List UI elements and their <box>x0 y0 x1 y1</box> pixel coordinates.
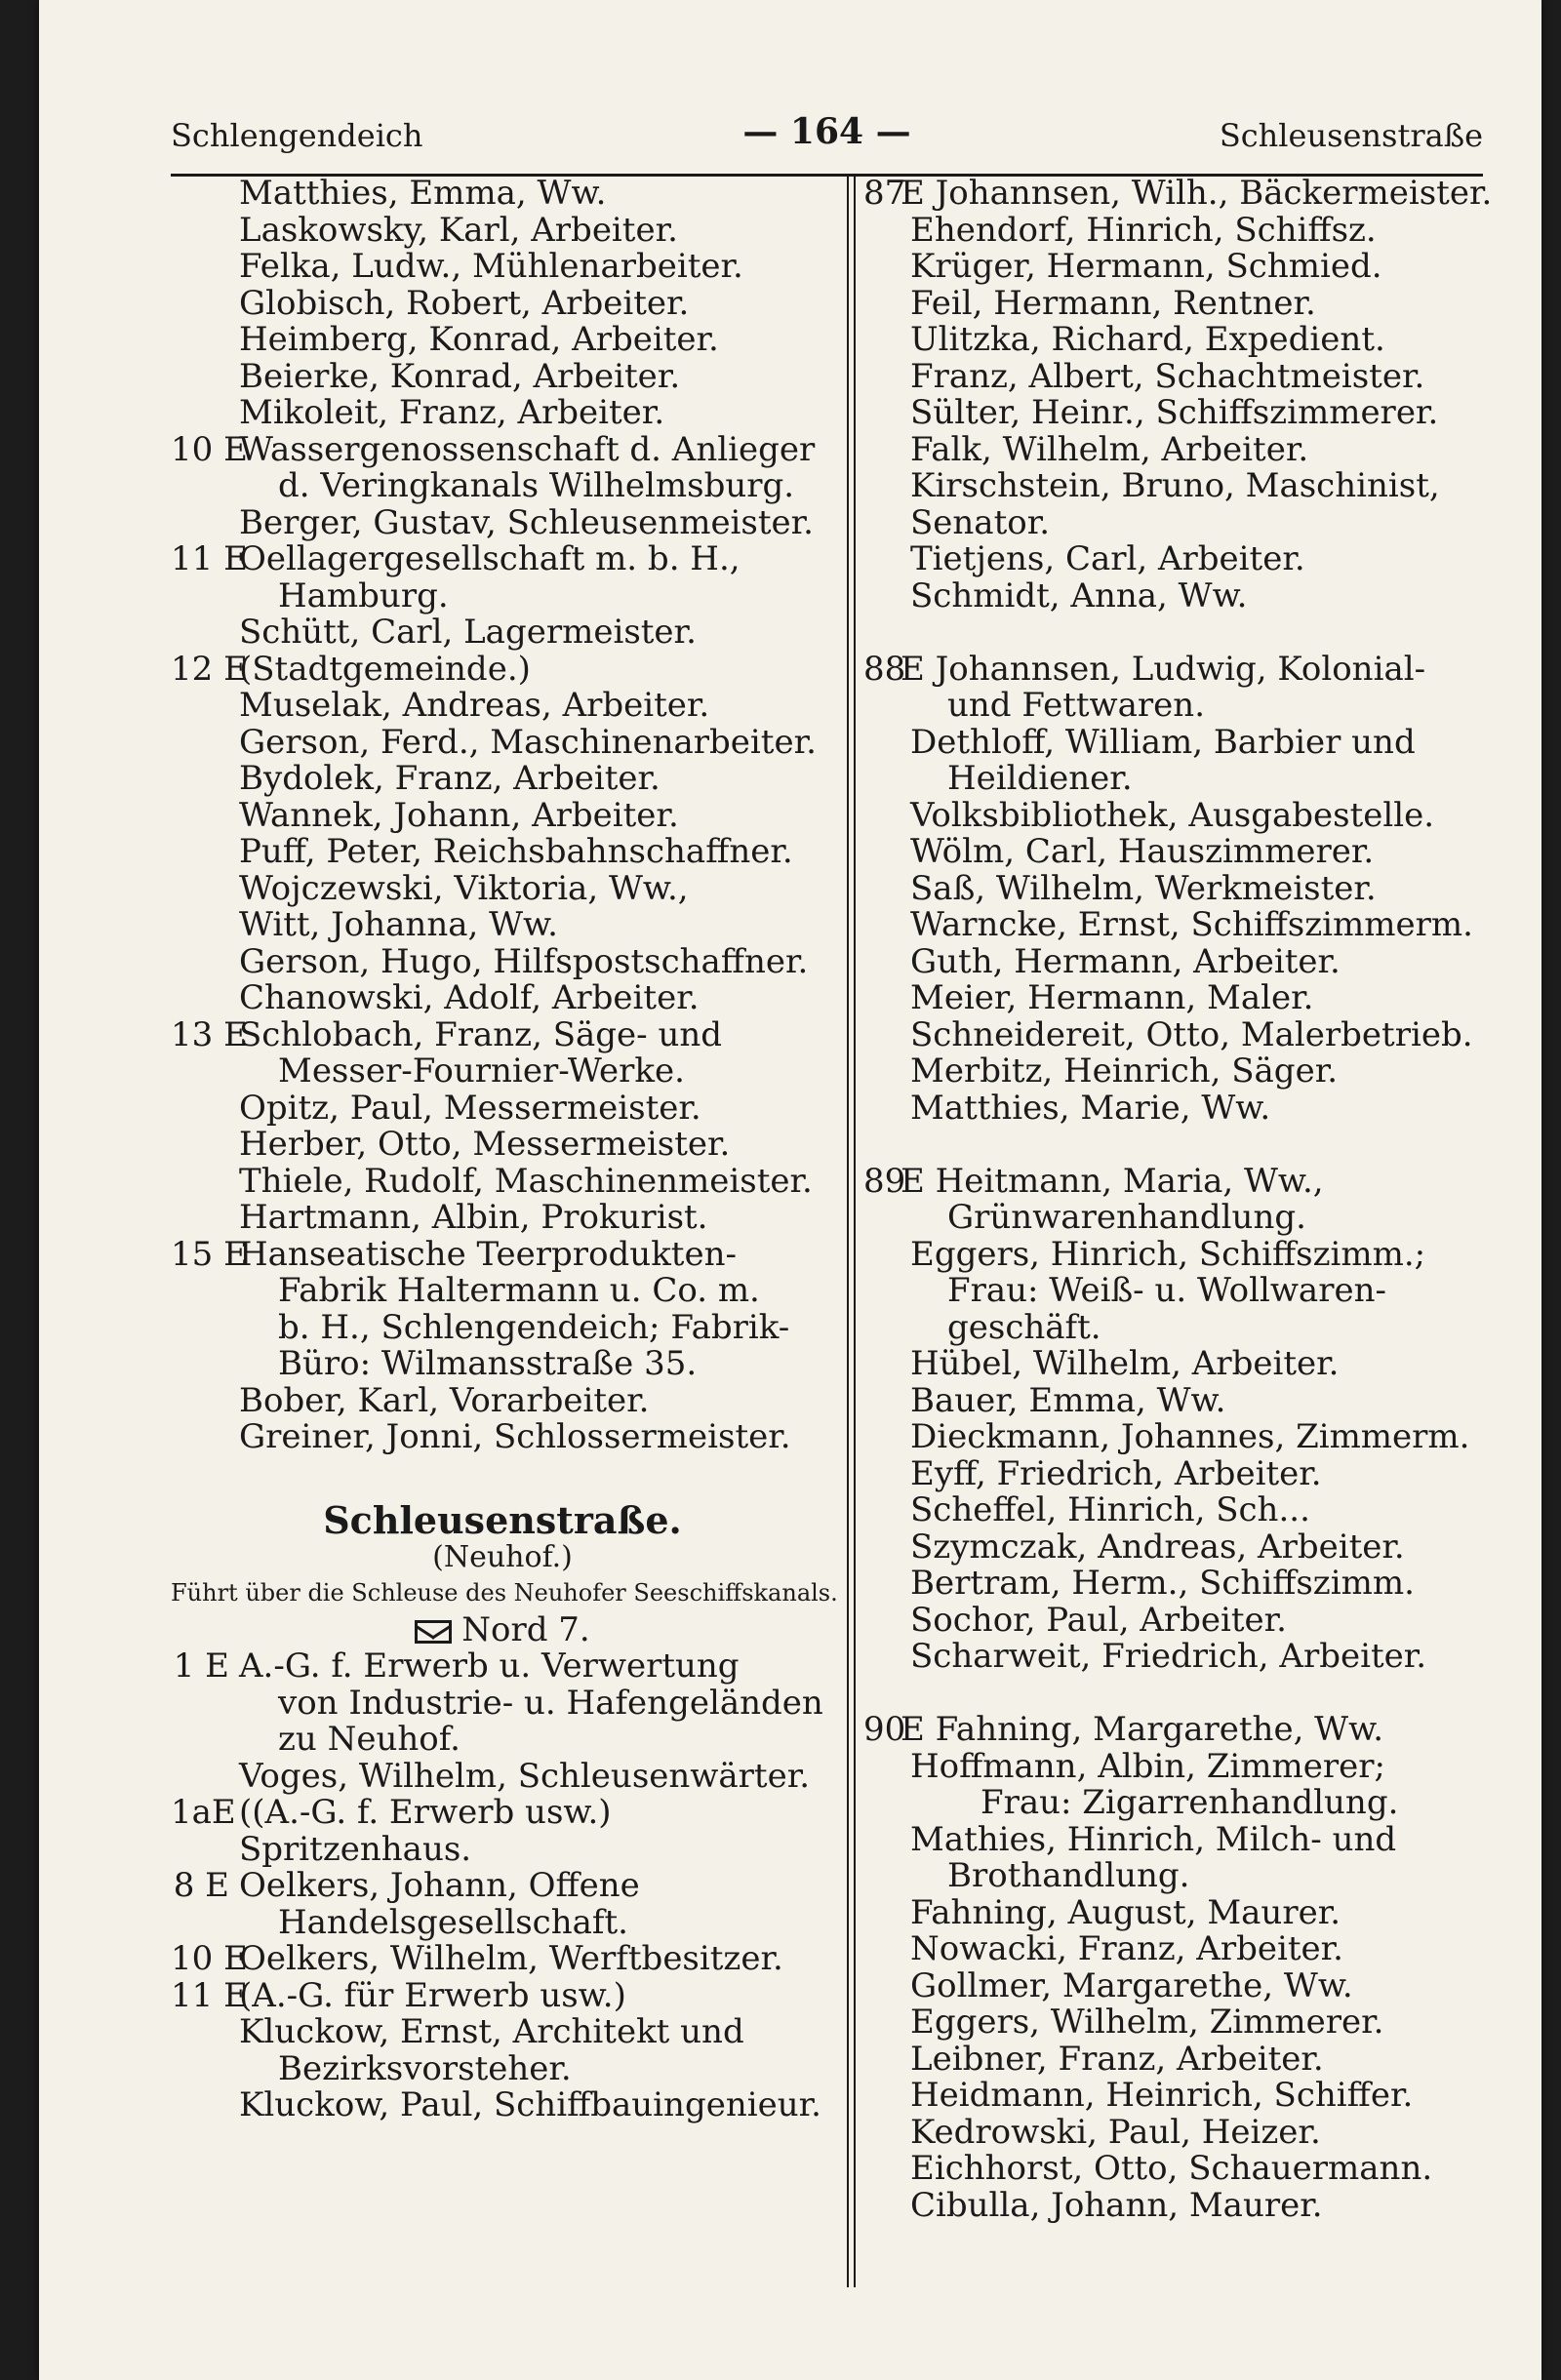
house-number: 1 E <box>173 1646 229 1686</box>
entry-line: Brothandlung. <box>947 1856 1190 1895</box>
entry-line: Wannek, Johann, Arbeiter. <box>239 795 679 835</box>
street-note: Führt über die Schleuse des Neuhofer Seeschiffskanals. <box>171 1579 838 1606</box>
running-head <box>171 107 1483 166</box>
right-column <box>863 176 1498 2341</box>
house-entry-10 <box>171 429 834 469</box>
entry-line: Greiner, Jonni, Schlossermeister. <box>239 1417 791 1456</box>
house-number: 90 <box>863 1710 906 1749</box>
house-entry-89: 89E Heitmann, Maria, Ww., <box>863 1161 1324 1201</box>
envelope-icon <box>415 1620 452 1644</box>
owner-text: Johannsen, Wilh., Bäckermeister. <box>935 174 1493 213</box>
entry-line: Feil, Hermann, Rentner. <box>910 283 1316 323</box>
entry-line: Bezirksvorsteher. <box>278 2048 572 2088</box>
entry-line: Eyff, Friedrich, Arbeiter. <box>910 1453 1322 1493</box>
house-entry-1a <box>171 1795 834 1832</box>
house-number: 89 <box>863 1161 906 1201</box>
entry-line: Dethloff, William, Barbier und <box>910 722 1416 762</box>
entry-line: Matthies, Emma, Ww. <box>239 174 607 213</box>
entry-line: Herber, Otto, Messermeister. <box>239 1125 731 1164</box>
entry-line: zu Neuhof. <box>278 1720 460 1759</box>
owner-text: Oelkers, Wilhelm, Werftbesitzer. <box>239 1939 783 1978</box>
header-right-street: Schleusenstraße <box>1219 117 1483 154</box>
owner-text: Johannsen, Ludwig, Kolonial- <box>935 649 1426 689</box>
column-divider <box>847 176 856 2287</box>
house-number: 1aE <box>171 1793 236 1832</box>
owner-text: (A.-G. für Erwerb usw.) <box>239 1975 626 2015</box>
entry-line: Heidmann, Heinrich, Schiffer. <box>910 2076 1414 2115</box>
entry-line: Guth, Hermann, Arbeiter. <box>910 941 1341 981</box>
owner-text: Hanseatische Teerprodukten- <box>239 1234 737 1274</box>
entry-line: Meier, Hermann, Maler. <box>910 978 1314 1017</box>
entry-line: Franz, Albert, Schachtmeister. <box>910 356 1425 396</box>
house-entry-1 <box>171 1648 834 1686</box>
entry-line: b. H., Schlengendeich; Fabrik- <box>278 1307 790 1347</box>
owner-text: (Stadtgemeinde.) <box>239 649 531 689</box>
entry-line: Szymczak, Andreas, Arbeiter. <box>910 1527 1405 1567</box>
entry-line: Kirschstein, Bruno, Maschinist, <box>910 466 1440 505</box>
entry-line: Hübel, Wilhelm, Arbeiter. <box>910 1344 1340 1383</box>
house-entry-11 <box>171 541 834 578</box>
entry-line: Schütt, Carl, Lagermeister. <box>239 613 697 652</box>
entry-line: von Industrie- u. Hafengeländen <box>278 1683 823 1723</box>
postal-text: Nord 7. <box>461 1609 590 1649</box>
entry-line: Bydolek, Franz, Arbeiter. <box>239 759 660 798</box>
entry-line: Gerson, Ferd., Maschinenarbeiter. <box>239 722 817 762</box>
entry-line: Leibner, Franz, Arbeiter. <box>910 2039 1324 2079</box>
entry-line: Gerson, Hugo, Hilfspostschaffner. <box>239 941 809 981</box>
entry-line: Felka, Ludw., Mühlenarbeiter. <box>239 247 743 286</box>
entry-line: Tietjens, Carl, Arbeiter. <box>910 539 1305 578</box>
entry-line: Sülter, Heinr., Schiffszimmerer. <box>910 393 1439 432</box>
owner-text: A.-G. f. Erwerb u. Verwertung <box>239 1646 740 1686</box>
owner-text: Heitmann, Maria, Ww., <box>935 1161 1324 1201</box>
entry-line: Mikoleit, Franz, Arbeiter. <box>239 393 665 432</box>
entry-line: Warncke, Ernst, Schiffszimmerm. <box>910 905 1473 944</box>
entry-line: Volksbibliothek, Ausgabestelle. <box>910 795 1435 835</box>
owner-text: Schlobach, Franz, Säge- und <box>239 1014 723 1054</box>
house-number: 10 E <box>171 1939 248 1978</box>
entry-line: Fahning, August, Maurer. <box>910 1892 1341 1932</box>
entry-line: Thiele, Rudolf, Maschinenmeister. <box>239 1161 813 1201</box>
entry-line: Schneidereit, Otto, Malerbetrieb. <box>910 1014 1473 1054</box>
owner-text: ((A.-G. f. Erwerb usw.) <box>239 1793 612 1832</box>
entry-line: Ulitzka, Richard, Expedient. <box>910 320 1385 359</box>
entry-line: Senator. <box>910 502 1051 542</box>
entry-line: Berger, Gustav, Schleusenmeister. <box>239 502 814 542</box>
entry-line: Kluckow, Paul, Schiffbauingenieur. <box>239 2085 821 2124</box>
entry-line: Gollmer, Margarethe, Ww. <box>910 1965 1353 2005</box>
entry-line: Falk, Wilhelm, Arbeiter. <box>910 429 1309 469</box>
house-entry-88: 88E Johannsen, Ludwig, Kolonial- <box>863 649 1426 689</box>
house-number: 88 <box>863 649 906 689</box>
entry-line: Merbitz, Heinrich, Säger. <box>910 1051 1339 1091</box>
entry-line: Schmidt, Anna, Ww. <box>910 575 1248 615</box>
entry-line: Büro: Wilmansstraße 35. <box>278 1344 698 1383</box>
entry-line: Matthies, Marie, Ww. <box>910 1088 1271 1128</box>
entry-line: Hamburg. <box>278 575 449 615</box>
entry-line: Krüger, Hermann, Schmied. <box>910 247 1382 286</box>
house-entry-15 <box>171 1234 834 1274</box>
entry-line: Grünwarenhandlung. <box>947 1198 1306 1237</box>
entry-line: Hoffmann, Albin, Zimmerer; <box>910 1746 1385 1786</box>
entry-line: Globisch, Robert, Arbeiter. <box>239 283 690 323</box>
entry-line: Kluckow, Ernst, Architekt und <box>239 2012 744 2051</box>
entry-line: Chanowski, Adolf, Arbeiter. <box>239 978 700 1017</box>
entry-line: d. Veringkanals Wilhelmsburg. <box>278 466 795 505</box>
house-number: 15 E <box>171 1234 248 1274</box>
entry-line: Spritzenhaus. <box>239 1829 472 1869</box>
entry-line: Heimberg, Konrad, Arbeiter. <box>239 320 719 359</box>
entry-line: Mathies, Hinrich, Milch- und <box>910 1819 1397 1859</box>
entry-line: Eichhorst, Otto, Schauermann. <box>910 2149 1433 2188</box>
entry-line: Scharweit, Friedrich, Arbeiter. <box>910 1637 1427 1676</box>
entry-line: Voges, Wilhelm, Schleusenwärter. <box>239 1756 811 1796</box>
postal-district <box>171 1609 834 1649</box>
entry-line: Bertram, Herm., Schiffszimm. <box>910 1564 1415 1603</box>
entry-line: Kedrowski, Paul, Heizer. <box>910 2112 1321 2152</box>
entry-line: Bauer, Emma, Ww. <box>910 1380 1226 1420</box>
entry-line: Wojczewski, Viktoria, Ww., <box>239 868 689 908</box>
owner-text: Oellagergesellschaft m. b. H., <box>239 539 740 578</box>
page-number: — 164 — <box>742 111 911 152</box>
owner-text: Wassergenossenschaft d. Anlieger <box>239 429 816 469</box>
entry-line: Scheffel, Hinrich, Sch... <box>910 1490 1310 1529</box>
entry-line: Messer-Fournier-Werke. <box>278 1051 685 1091</box>
entry-line: Opitz, Paul, Messermeister. <box>239 1088 701 1128</box>
entry-line: Witt, Johanna, Ww. <box>239 905 558 944</box>
entry-line: geschäft. <box>947 1307 1101 1347</box>
street-heading: Schleusenstraße. <box>323 1498 682 1542</box>
house-number: 87 <box>863 174 906 213</box>
directory-page <box>39 0 1541 2380</box>
house-entry-90: 90E Fahning, Margarethe, Ww. <box>863 1710 1384 1749</box>
entry-line: Hartmann, Albin, Prokurist. <box>239 1198 708 1237</box>
house-number: 10 E <box>171 429 248 469</box>
entry-line: Frau: Weiß- u. Wollwaren- <box>947 1271 1386 1310</box>
entry-line: Wölm, Carl, Hauszimmerer. <box>910 832 1375 871</box>
left-column <box>171 174 838 2341</box>
entry-line: Fabrik Haltermann u. Co. m. <box>278 1271 760 1310</box>
house-number: 11 E <box>171 1975 248 2015</box>
house-entry-s10 <box>171 1941 834 1978</box>
house-number: 12 E <box>171 649 248 689</box>
entry-line: Frau: Zigarrenhandlung. <box>981 1783 1399 1822</box>
entry-line: Bober, Karl, Vorarbeiter. <box>239 1380 650 1420</box>
house-entry-13 <box>171 1014 834 1054</box>
entry-line: Saß, Wilhelm, Werkmeister. <box>910 868 1377 908</box>
entry-line: Nowacki, Franz, Arbeiter. <box>910 1929 1343 1968</box>
entry-line: und Fettwaren. <box>947 686 1205 725</box>
house-number: 8 E <box>173 1866 229 1905</box>
entry-line: Ehendorf, Hinrich, Schiffsz. <box>910 210 1377 250</box>
house-entry-s11 <box>171 1975 834 2015</box>
owner-text: Oelkers, Johann, Offene <box>239 1866 640 1905</box>
entry-line: Handelsgesellschaft. <box>278 1902 628 1942</box>
street-district: (Neuhof.) <box>432 1539 573 1574</box>
entry-line: Cibulla, Johann, Maurer. <box>910 2185 1323 2225</box>
entry-line: Eggers, Wilhelm, Zimmerer. <box>910 2003 1384 2042</box>
house-entry-8 <box>171 1868 834 1905</box>
entry-line: Eggers, Hinrich, Schiffszimm.; <box>910 1234 1426 1274</box>
entry-line: Muselak, Andreas, Arbeiter. <box>239 686 710 725</box>
house-entry-87: 87E Johannsen, Wilh., Bäckermeister. <box>863 174 1493 213</box>
house-entry-12 <box>171 649 834 689</box>
entry-line: Dieckmann, Johannes, Zimmerm. <box>910 1417 1470 1456</box>
entry-line: Beierke, Konrad, Arbeiter. <box>239 356 681 396</box>
entry-line: Heildiener. <box>947 759 1133 798</box>
entry-line: Sochor, Paul, Arbeiter. <box>910 1600 1287 1640</box>
house-number: 11 E <box>171 539 248 578</box>
owner-text: Fahning, Margarethe, Ww. <box>935 1710 1384 1749</box>
entry-line: Puff, Peter, Reichsbahnschaffner. <box>239 832 793 871</box>
header-left-street: Schlengendeich <box>171 117 423 154</box>
house-number: 13 E <box>171 1014 248 1054</box>
entry-line: Laskowsky, Karl, Arbeiter. <box>239 210 678 250</box>
